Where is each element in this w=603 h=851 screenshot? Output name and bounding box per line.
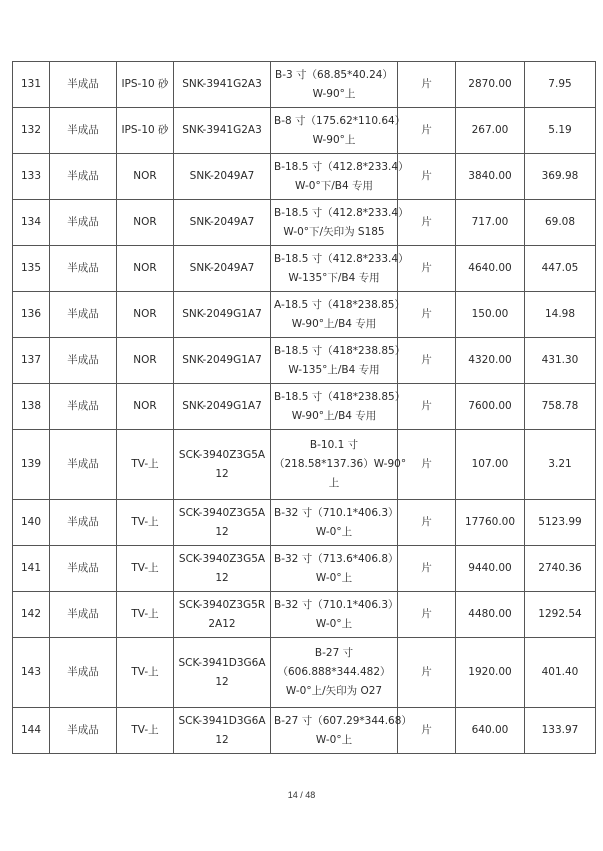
model-line: SCK-3941D3G6A xyxy=(178,714,266,727)
spec-line: B-8 寸（175.62*110.64） xyxy=(274,114,406,127)
model-line: 12 xyxy=(215,675,229,688)
spec-line: W-135°下/B4 专用 xyxy=(288,271,380,284)
amount-cell: 401.40 xyxy=(525,638,596,708)
model-cell xyxy=(174,546,271,592)
quantity-cell: 4320.00 xyxy=(456,338,525,384)
category-cell: TV-上 xyxy=(117,546,174,592)
model-line: 12 xyxy=(215,733,229,746)
amount-cell: 7.95 xyxy=(525,62,596,108)
category-cell: NOR xyxy=(117,246,174,292)
unit-cell: 片 xyxy=(398,500,456,546)
category-cell: TV-上 xyxy=(117,500,174,546)
amount-cell: 133.97 xyxy=(525,708,596,754)
product-type-cell: 半成品 xyxy=(50,200,117,246)
category-cell: TV-上 xyxy=(117,592,174,638)
spec-line: B-27 寸（607.29*344.68） xyxy=(274,714,412,727)
quantity-cell: 4480.00 xyxy=(456,592,525,638)
model-cell xyxy=(174,708,271,754)
table-row xyxy=(13,638,596,708)
category-cell: NOR xyxy=(117,292,174,338)
spec-cell xyxy=(271,338,406,384)
model-cell xyxy=(174,292,271,338)
amount-cell: 5123.99 xyxy=(525,500,596,546)
model-cell xyxy=(174,62,271,108)
spec-cell xyxy=(271,638,398,708)
page-number: 14 / 48 xyxy=(287,790,316,800)
table-row xyxy=(13,108,596,154)
spec-line: B-18.5 寸（412.8*233.4） xyxy=(274,206,409,219)
spec-line: W-0°下/B4 专用 xyxy=(295,179,373,192)
quantity-cell: 107.00 xyxy=(456,430,525,500)
quantity-cell: 150.00 xyxy=(456,292,525,338)
spec-cell xyxy=(271,62,398,108)
product-type-cell: 半成品 xyxy=(50,638,117,708)
quantity-cell: 9440.00 xyxy=(456,546,525,592)
spec-line: B-18.5 寸（418*238.85） xyxy=(274,390,406,403)
row-number-cell: 137 xyxy=(13,338,50,384)
category-cell: NOR xyxy=(117,154,174,200)
spec-cell xyxy=(271,200,409,246)
table-row xyxy=(13,500,596,546)
product-type-cell: 半成品 xyxy=(50,500,117,546)
amount-cell: 1292.54 xyxy=(525,592,596,638)
product-type-cell: 半成品 xyxy=(50,154,117,200)
unit-cell: 片 xyxy=(398,108,456,154)
model-line: 2A12 xyxy=(208,617,236,630)
model-line: SNK-2049A7 xyxy=(189,216,255,228)
quantity-cell: 7600.00 xyxy=(456,384,525,430)
spec-line: （606.888*344.482） xyxy=(277,666,391,678)
row-number-cell: 133 xyxy=(13,154,50,200)
spec-line: W-0°上 xyxy=(315,617,353,630)
spec-cell xyxy=(271,292,405,338)
unit-cell: 片 xyxy=(398,546,456,592)
model-line: SCK-3941D3G6A xyxy=(178,656,266,669)
quantity-cell: 1920.00 xyxy=(456,638,525,708)
spec-line: B-18.5 寸（418*238.85） xyxy=(274,344,406,357)
row-number-cell: 136 xyxy=(13,292,50,338)
row-number-cell: 143 xyxy=(13,638,50,708)
spec-line: B-27 寸 xyxy=(314,647,354,659)
unit-cell: 片 xyxy=(398,246,456,292)
category-cell: TV-上 xyxy=(117,708,174,754)
category-cell: TV-上 xyxy=(117,430,174,500)
unit-cell: 片 xyxy=(398,62,456,108)
model-cell xyxy=(174,338,271,384)
table-row xyxy=(13,154,596,200)
row-number-cell: 144 xyxy=(13,708,50,754)
spec-line: B-10.1 寸 xyxy=(309,439,359,451)
spec-cell xyxy=(271,384,406,430)
amount-cell: 2740.36 xyxy=(525,546,596,592)
model-cell xyxy=(174,430,271,500)
unit-cell: 片 xyxy=(398,200,456,246)
quantity-cell: 17760.00 xyxy=(456,500,525,546)
spec-line: W-90°上/B4 专用 xyxy=(291,409,377,422)
row-number-cell: 139 xyxy=(13,430,50,500)
category-cell: NOR xyxy=(117,384,174,430)
row-number-cell: 138 xyxy=(13,384,50,430)
quantity-cell: 640.00 xyxy=(456,708,525,754)
product-type-cell: 半成品 xyxy=(50,708,117,754)
table-row xyxy=(13,592,596,638)
spec-line: W-90°上/B4 专用 xyxy=(291,317,377,330)
model-line: SNK-3941G2A3 xyxy=(182,78,262,90)
spec-cell xyxy=(271,246,409,292)
spec-line: W-135°上/B4 专用 xyxy=(288,363,380,376)
product-type-cell: 半成品 xyxy=(50,384,117,430)
row-number-cell: 141 xyxy=(13,546,50,592)
unit-cell: 片 xyxy=(398,708,456,754)
category-cell: NOR xyxy=(117,338,174,384)
table-row xyxy=(13,384,596,430)
model-cell xyxy=(174,592,271,638)
model-line: SNK-2049G1A7 xyxy=(182,308,262,320)
spec-line: W-0°上/矢印为 O27 xyxy=(285,685,383,697)
table-row xyxy=(13,708,596,754)
row-number-cell: 140 xyxy=(13,500,50,546)
product-type-cell: 半成品 xyxy=(50,546,117,592)
table-body xyxy=(13,62,596,754)
spec-line: W-90°上 xyxy=(312,87,356,100)
table-row xyxy=(13,292,596,338)
model-cell xyxy=(174,384,271,430)
unit-cell: 片 xyxy=(398,384,456,430)
quantity-cell: 267.00 xyxy=(456,108,525,154)
unit-cell: 片 xyxy=(398,430,456,500)
amount-cell: 5.19 xyxy=(525,108,596,154)
unit-cell: 片 xyxy=(398,338,456,384)
category-cell: NOR xyxy=(117,200,174,246)
amount-cell: 3.21 xyxy=(525,430,596,500)
spec-line: B-3 寸（68.85*40.24） xyxy=(275,68,393,81)
spec-cell xyxy=(271,500,398,546)
model-line: SCK-3940Z3G5A xyxy=(178,506,266,519)
table-row xyxy=(13,546,596,592)
spec-cell xyxy=(271,154,409,200)
quantity-cell: 3840.00 xyxy=(456,154,525,200)
product-type-cell: 半成品 xyxy=(50,246,117,292)
product-type-cell: 半成品 xyxy=(50,108,117,154)
spec-line: B-32 寸（710.1*406.3） xyxy=(274,506,399,519)
spec-line: B-18.5 寸（412.8*233.4） xyxy=(274,160,409,173)
model-cell xyxy=(174,154,271,200)
table-row xyxy=(13,200,596,246)
unit-cell: 片 xyxy=(398,292,456,338)
model-line: SNK-2049G1A7 xyxy=(182,400,262,412)
amount-cell: 447.05 xyxy=(525,246,596,292)
row-number-cell: 134 xyxy=(13,200,50,246)
row-number-cell: 132 xyxy=(13,108,50,154)
table-row xyxy=(13,430,596,500)
model-cell xyxy=(174,200,271,246)
amount-cell: 14.98 xyxy=(525,292,596,338)
table-row xyxy=(13,246,596,292)
model-line: SNK-2049A7 xyxy=(189,262,255,274)
product-type-cell: 半成品 xyxy=(50,592,117,638)
spec-line: W-0°上 xyxy=(315,571,353,584)
spec-line: 上 xyxy=(328,477,340,489)
amount-cell: 369.98 xyxy=(525,154,596,200)
category-cell: IPS-10 砂 xyxy=(117,108,174,154)
spec-line: B-18.5 寸（412.8*233.4） xyxy=(274,252,409,265)
model-cell xyxy=(174,108,271,154)
spec-line: B-32 寸（710.1*406.3） xyxy=(274,598,399,611)
table-row xyxy=(13,338,596,384)
amount-cell: 431.30 xyxy=(525,338,596,384)
spec-line: （218.58*137.36）W-90° xyxy=(274,458,407,470)
amount-cell: 758.78 xyxy=(525,384,596,430)
category-cell: IPS-10 砂 xyxy=(117,62,174,108)
table-row xyxy=(13,62,596,108)
quantity-cell: 717.00 xyxy=(456,200,525,246)
product-type-cell: 半成品 xyxy=(50,338,117,384)
quantity-cell: 2870.00 xyxy=(456,62,525,108)
spec-line: W-90°上 xyxy=(312,133,356,146)
model-line: SCK-3940Z3G5A xyxy=(178,448,266,461)
unit-cell: 片 xyxy=(398,638,456,708)
product-type-cell: 半成品 xyxy=(50,292,117,338)
spec-cell xyxy=(271,708,412,754)
category-cell: TV-上 xyxy=(117,638,174,708)
row-number-cell: 131 xyxy=(13,62,50,108)
model-line: SNK-2049G1A7 xyxy=(182,354,262,366)
spec-line: W-0°上 xyxy=(315,525,353,538)
unit-cell: 片 xyxy=(398,592,456,638)
model-line: 12 xyxy=(215,571,229,584)
model-line: SNK-2049A7 xyxy=(189,170,255,182)
model-line: SCK-3940Z3G5A xyxy=(178,552,266,565)
product-type-cell: 半成品 xyxy=(50,62,117,108)
spec-line: W-0°上 xyxy=(315,733,353,746)
row-number-cell: 142 xyxy=(13,592,50,638)
model-line: 12 xyxy=(215,467,229,480)
model-cell xyxy=(174,500,271,546)
inventory-table xyxy=(12,61,596,754)
model-cell xyxy=(174,246,271,292)
model-line: SNK-3941G2A3 xyxy=(182,124,262,136)
quantity-cell: 4640.00 xyxy=(456,246,525,292)
spec-cell xyxy=(271,108,406,154)
spec-line: A-18.5 寸（418*238.85） xyxy=(274,298,405,311)
amount-cell: 69.08 xyxy=(525,200,596,246)
model-cell xyxy=(174,638,271,708)
spec-cell xyxy=(271,546,398,592)
product-type-cell: 半成品 xyxy=(50,430,117,500)
spec-line: B-32 寸（713.6*406.8） xyxy=(274,552,399,565)
spec-cell xyxy=(271,592,398,638)
model-line: 12 xyxy=(215,525,229,538)
row-number-cell: 135 xyxy=(13,246,50,292)
spec-line: W-0°下/矢印为 S185 xyxy=(283,225,385,238)
model-line: SCK-3940Z3G5R xyxy=(178,598,266,611)
unit-cell: 片 xyxy=(398,154,456,200)
spec-cell xyxy=(271,430,407,500)
